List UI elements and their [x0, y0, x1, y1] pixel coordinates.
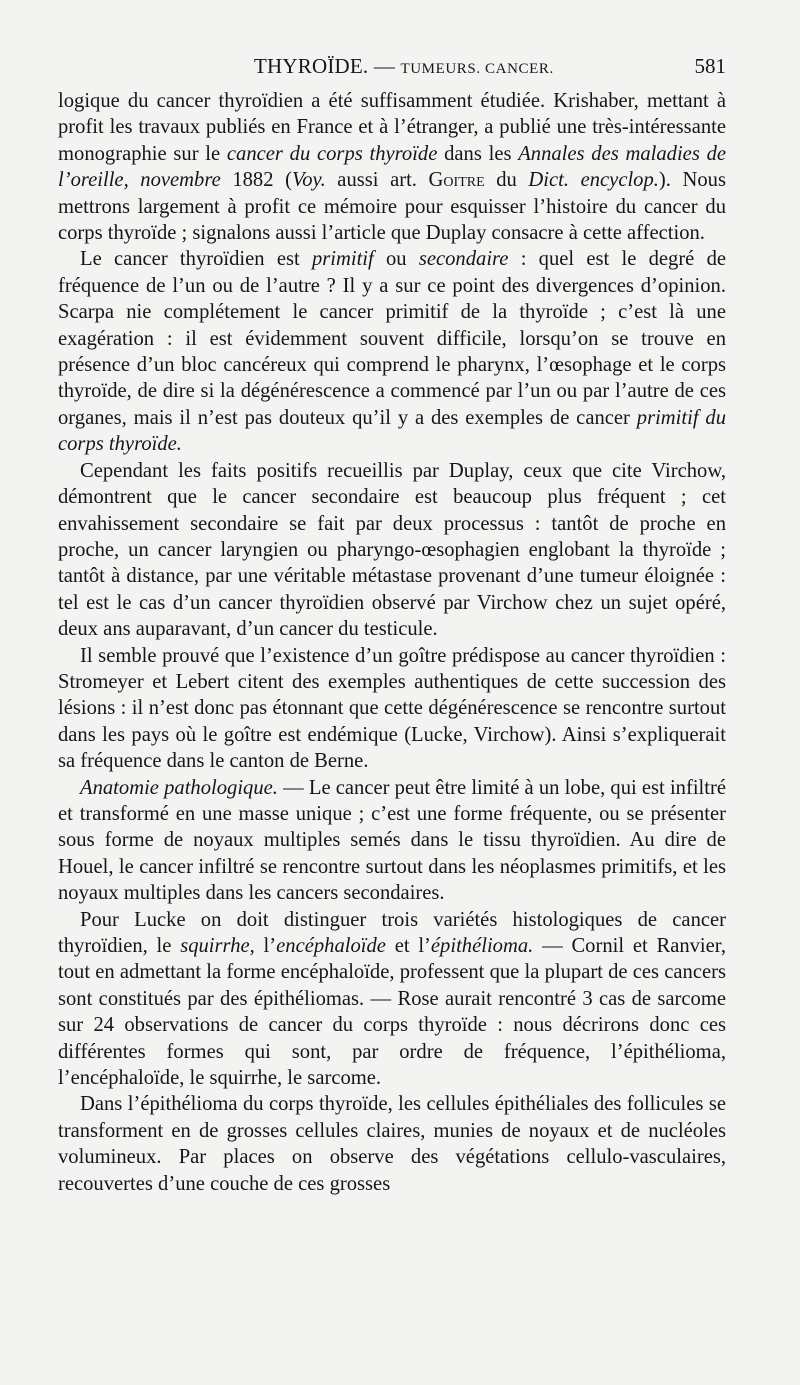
italic-text: encéphaloïde [276, 935, 386, 957]
text-run: : quel est le degré de fréquence de l’un ou de l’autre ? Il y a sur ce point des divergences d’opinion. Scarpa nie complétement le cancer primitif de la thyroïde ; c’est là une exagération : il est évidemment souvent difficile, lorsqu’on se trouve en présence d’un bloc cancéreux qui comprend le pharynx, l’œsophage et le corps thyroïde, de dire si la dégénérescence a commencé par l’un ou par l’autre de ces organes, mais il n’est pas douteux qu’il y a des exemples de cancer [58, 248, 727, 429]
paragraph [58, 246, 726, 457]
italic-text: Voy. [291, 169, 326, 192]
small-caps-text: Goitre [428, 169, 485, 192]
text-run: logique du cancer thyroïdien a été suffisamment étudiée. Krishaber, mettant à profit les travaux publiés en France et à l’étranger, a publié une très-intéressante monographie sur le [58, 90, 726, 165]
italic-text: Anatomie pathologique. [80, 776, 278, 799]
text-run: du [484, 169, 529, 192]
italic-text: secondaire [418, 248, 509, 271]
page-header [58, 54, 726, 84]
paragraph [58, 775, 726, 907]
italic-text: squirrhe [180, 935, 250, 957]
paragraph [58, 1091, 726, 1197]
text-run: 1882 ( [220, 169, 292, 192]
body-text [58, 88, 726, 1197]
running-title [254, 54, 554, 79]
text-run: , l’ [249, 935, 277, 957]
text-run: Il semble prouvé que l’existence d’un goître prédispose au cancer thyroïdien : Stromeyer et Lebert citent des exemples authentiques de cette succession des lésions : il n’est donc pas étonnant que cette dégénérescence se rencontre surtout dans les pays où le goître est endémique (Lucke, Virchow). Ainsi s’expliquerait sa fréquence dans le canton de Berne. [58, 644, 726, 773]
text-run: — Cornil et Ranvier, tout en admettant la forme encéphaloïde, professent que la plupart de ces cancers sont constitués par des épithéliomas. — Rose aurait rencontré 3 cas de sarcome sur 24 observations de cancer du corps thyroïde : nous décrirons donc ces différentes formes qui sont, par ordre de fréquence, l’épithélioma, l’encéphaloïde, le squirrhe, le sarcome. [58, 935, 726, 1090]
italic-text: primitif du corps thyroïde. [58, 406, 727, 456]
text-run: ou [373, 248, 419, 271]
text-run: ). Nous mettrons largement à profit ce mémoire pour esquisser l’histoire du cancer du corps thyroïde ; signalons aussi l’article que Duplay consacre à cette affection. [58, 169, 726, 245]
text-run: Pour Lucke on doit distinguer trois variétés histologiques de cancer thyroïdien, le [58, 908, 726, 957]
text-run: et l’ [385, 935, 431, 957]
text-run: aussi art. [325, 169, 429, 192]
text-run: Dans l’épithélioma du corps thyroïde, les cellules épithéliales des follicules se transforment en de grosses cellules claires, munies de noyaux et de nucléoles volumineux. Par places on observe des végétations cellulo-vasculaires, recouvertes d’une couche de ces grosses [58, 1093, 726, 1195]
italic-text: Dict. encyclop. [528, 169, 659, 192]
page-number: 581 [694, 54, 726, 78]
text-run: dans les [437, 142, 519, 165]
text-run: — Le cancer peut être limité à un lobe, qui est infiltré et transformé en une masse unique ; c’est une forme fréquente, ou se présenter sous forme de noyaux multiples semés dans le tissu thyroïdien. Au dire de Houel, le cancer infiltré se rencontre surtout dans les néoplasmes primitifs, et les noyaux multiples dans les cancers secondaires. [58, 776, 726, 905]
text-run: Le cancer thyroïdien est [80, 248, 312, 271]
italic-text: primitif [311, 248, 374, 271]
text-run: Cependant les faits positifs recueillis par Duplay, ceux que cite Virchow, démontrent que le cancer secondaire est beaucoup plus fréquent ; cet envahissement secondaire se fait par deux processus : tantôt de proche en proche, un cancer laryngien ou pharyngo-œsophagien englobant la thyroïde ; tantôt à distance, par une véritable métastase provenant d’une tumeur éloignée : tel est le cas d’un cancer thyroïdien observé par Virchow chez un sujet opéré, deux ans auparavant, d’un cancer du testicule. [58, 459, 726, 641]
running-title-main: THYROÏDE. — [254, 54, 396, 78]
paragraph [58, 88, 726, 246]
italic-text: cancer du corps thyroïde [226, 142, 438, 165]
italic-text: épithélioma. [430, 935, 534, 957]
running-title-sub: TUMEURS. CANCER. [400, 61, 554, 77]
paragraph [58, 458, 726, 643]
italic-text: Annales des maladies de l’oreille, novembre [58, 142, 727, 192]
paragraph [58, 643, 726, 775]
paragraph [58, 907, 726, 1092]
